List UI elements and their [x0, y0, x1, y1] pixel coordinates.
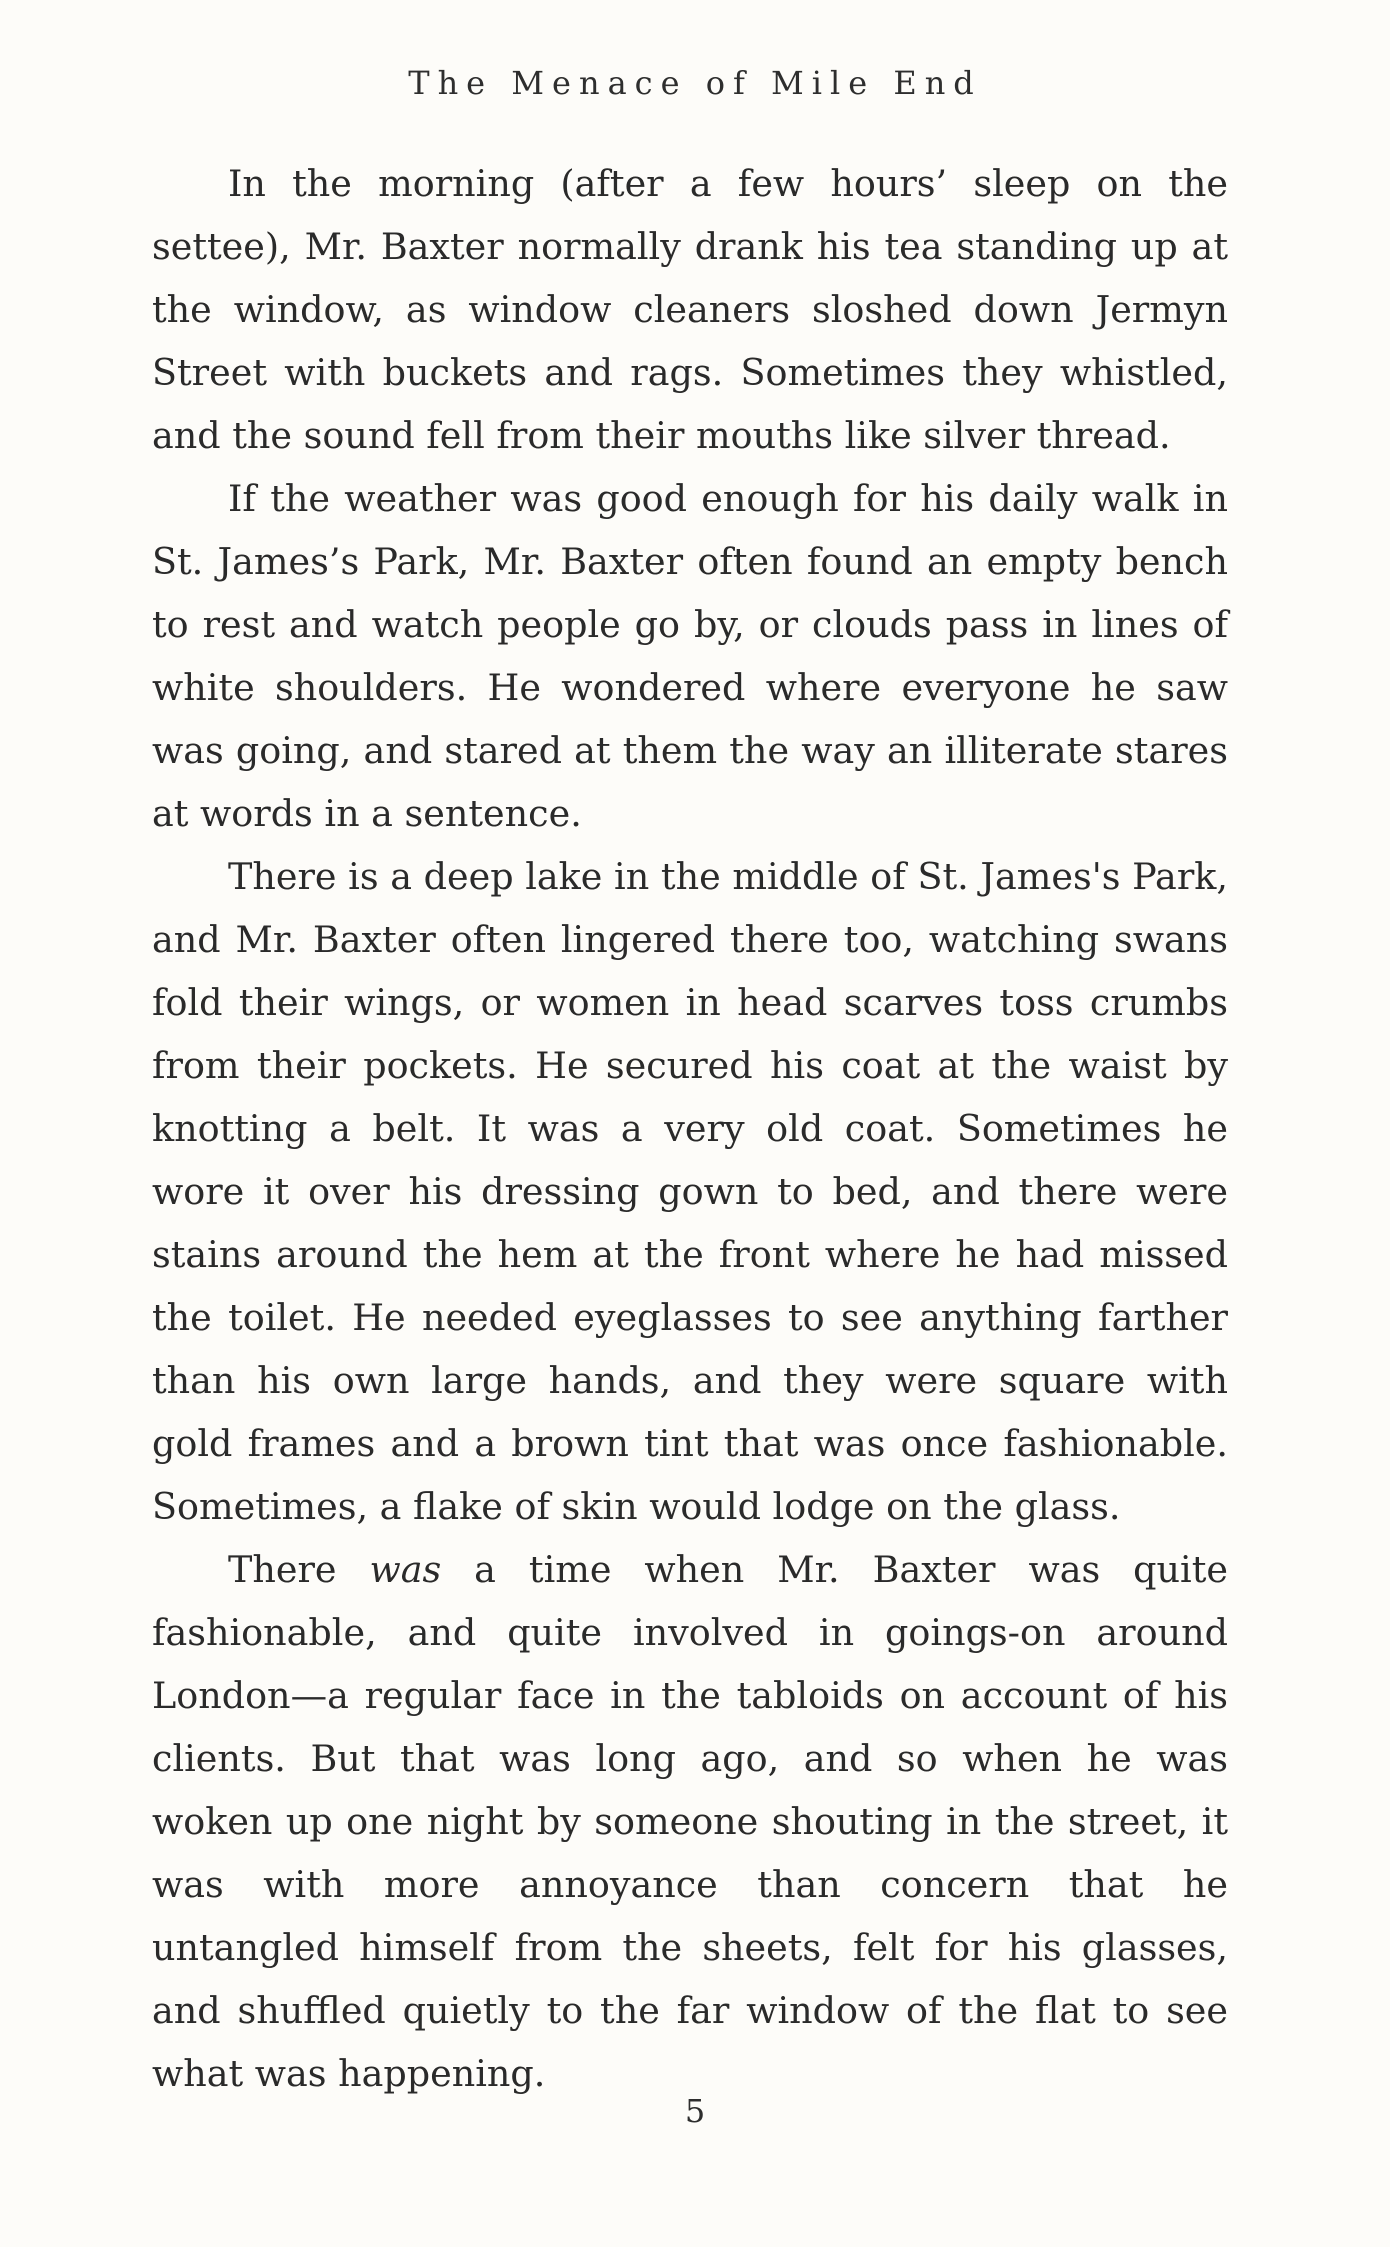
paragraph-4: [152, 1538, 1228, 2105]
running-title: The Menace of Mile End: [408, 64, 982, 102]
paragraph-1: In the morning (after a few hours’ sleep on the settee), Mr. Baxter normally drank his tea standing up at the window, as window cleaners sloshed down Jermyn Street with buckets and rags. Sometimes they whistled, and the sound fell from their mouths like silver thread.: [152, 162, 1228, 457]
page-number: 5: [684, 2092, 706, 2130]
paragraph-4-emphasis: was: [369, 1548, 442, 1591]
paragraph-4-lead: There: [228, 1548, 370, 1591]
paragraph-4-rest: a time when Mr. Baxter was quite fashionable, and quite involved in goings-on around London—a regular face in the tabloids on account of his clients. But that was long ago, and so when he was woken up one night by someone shouting in the street, it was with more annoyance than concern that he untangled himself from the sheets, felt for his glasses, and shuffled quietly to the far window of the flat to see what was happening.: [152, 1548, 1228, 2095]
paragraph-3: There is a deep lake in the middle of St. James's Park, and Mr. Baxter often lingered there too, watching swans fold their wings, or women in head scarves toss crumbs from their pockets. He secured his coat at the waist by knotting a belt. It was a very old coat. Sometimes he wore it over his dressing gown to bed, and there were stains around the hem at the front where he had missed the toilet. He needed eyeglasses to see anything farther than his own large hands, and they were square with gold frames and a brown tint that was once fashionable. Sometimes, a flake of skin would lodge on the glass.: [152, 855, 1228, 1528]
paragraph-2: If the weather was good enough for his daily walk in St. James’s Park, Mr. Baxter often found an empty bench to rest and watch people go by, or clouds pass in lines of white shoulders. He wondered where everyone he saw was going, and stared at them the way an illiterate stares at words in a sentence.: [152, 477, 1228, 835]
body-text: [152, 152, 1228, 2105]
